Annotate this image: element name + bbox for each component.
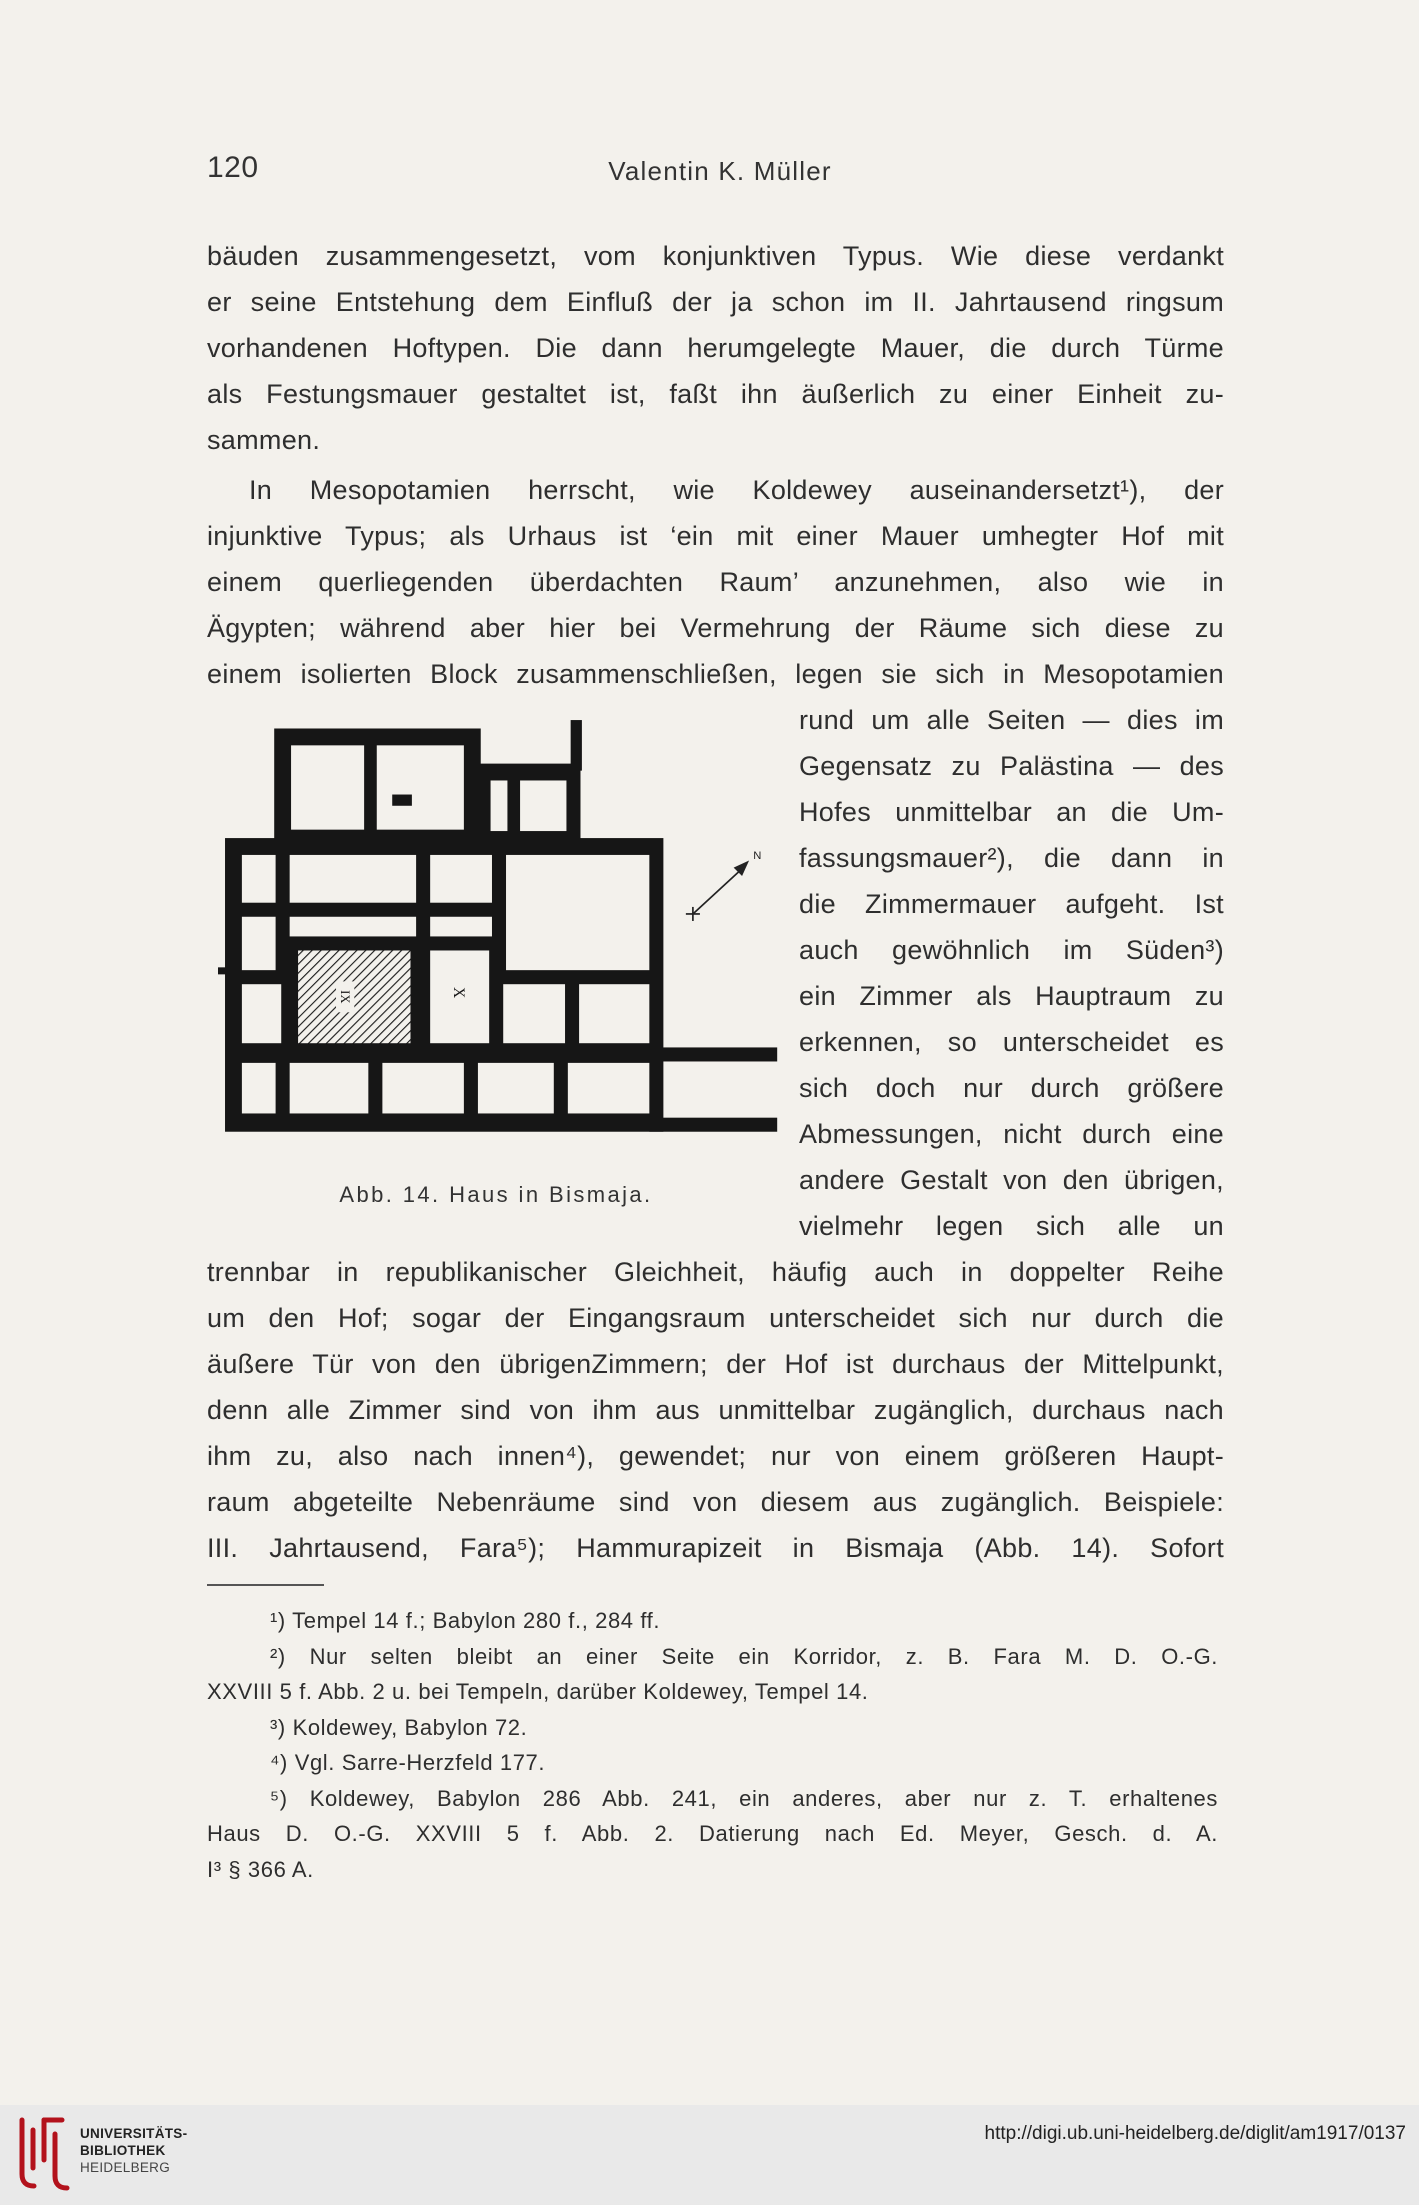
footnote-rule [207,1584,324,1586]
body-line: um den Hof; sogar der Eingangsraum unterscheidet sich nur durch die [207,1303,1224,1333]
body-line: ihm zu, also nach innen⁴), gewendet; nur von einem größeren Haupt- [207,1441,1224,1471]
body-line: III. Jahrtausend, Fara⁵); Hammurapizeit in Bismaja (Abb. 14). Sofort [207,1533,1224,1563]
room-x-label: X [450,987,468,999]
body-line: andere Gestalt von den übrigen, [799,1165,1224,1195]
body-line: ein Zimmer als Hauptraum zu [799,981,1224,1011]
body-line: injunktive Typus; als Urhaus ist ‘ein mit einer Mauer umhegter Hof mit [207,521,1224,551]
body-line: vorhandenen Hoftypen. Die dann herumgelegte Mauer, die durch Türme [207,333,1224,363]
footnote-line: I³ § 366 A. [207,1856,314,1882]
body-line: einem querliegenden überdachten Raum’ anzunehmen, also wie in [207,567,1224,597]
body-line: die Zimmermauer aufgeht. Ist [799,889,1224,919]
body-line: äußere Tür von den übrigenZimmern; der Hof ist durchaus der Mittelpunkt, [207,1349,1224,1379]
library-logo-icon [14,2114,74,2194]
floor-plan-figure [218,710,780,1146]
running-head: Valentin K. Müller [608,156,832,186]
body-line: In Mesopotamien herrscht, wie Koldewey auseinandersetzt¹), der [249,475,1224,505]
north-arrow [686,861,749,921]
body-line: trennbar in republikanischer Gleichheit, häufig auch in doppelter Reihe [207,1257,1224,1287]
library-name-line: BIBLIOTHEK [80,2143,166,2158]
body-line: einem isolierten Block zusammenschließen, legen sie sich in Mesopotamien [207,659,1224,689]
body-line: fassungsmauer²), die dann in [799,843,1224,873]
footnote-line: ²) Nur selten bleibt an einer Seite ein Korridor, z. B. Fara M. D. O.-G. [270,1643,1218,1669]
body-line: sich doch nur durch größere [799,1073,1224,1103]
figure-caption: Abb. 14. Haus in Bismaja. [339,1182,653,1207]
library-footer [0,2105,1419,2205]
body-line: Hofes unmittelbar an die Um- [799,797,1224,827]
body-line: raum abgeteilte Nebenräume sind von diesem aus zugänglich. Beispiele: [207,1487,1224,1517]
body-line: denn alle Zimmer sind von ihm aus unmittelbar zugänglich, durchaus nach [207,1395,1224,1425]
body-line: er seine Entstehung dem Einfluß der ja schon im II. Jahrtausend ringsum [207,287,1224,317]
library-name-line: UNIVERSITÄTS- [80,2126,188,2141]
body-line: bäuden zusammengesetzt, vom konjunktiven Typus. Wie diese verdankt [207,241,1224,271]
doorway-mark [392,795,412,806]
body-line: als Festungsmauer gestaltet ist, faßt ihn äußerlich zu einer Einheit zu- [207,379,1224,409]
footnote-line: Haus D. O.-G. XXVIII 5 f. Abb. 2. Datierung nach Ed. Meyer, Gesch. d. A. [207,1821,1218,1846]
body-line: Ägypten; während aber hier bei Vermehrung der Räume sich diese zu [207,613,1224,643]
body-line: Abmessungen, nicht durch eine [799,1119,1224,1149]
footnote-line: ⁵) Koldewey, Babylon 286 Abb. 241, ein anderes, aber nur z. T. erhaltenes [270,1785,1218,1811]
footnote-line: XXVIII 5 f. Abb. 2 u. bei Tempeln, darüber Koldewey, Tempel 14. [207,1679,869,1704]
footnote-line: ¹) Tempel 14 f.; Babylon 280 f., 284 ff. [270,1608,661,1633]
footnote-line: ³) Koldewey, Babylon 72. [270,1714,528,1740]
body-line: erkennen, so unterscheidet es [799,1027,1224,1057]
body-line: sammen. [207,425,321,455]
page-number: 120 [207,151,259,184]
body-line: auch gewöhnlich im Süden³) [799,935,1224,965]
north-label: N [753,850,762,863]
body-line: vielmehr legen sich alle un [799,1211,1224,1241]
footnotes [207,1603,1218,1887]
library-name-line: HEIDELBERG [80,2160,171,2175]
room-ix-label: IX [337,990,352,1004]
footnote-line: ⁴) Vgl. Sarre-Herzfeld 177. [270,1750,546,1775]
body-line: rund um alle Seiten — dies im [799,705,1224,735]
library-name [80,2125,187,2176]
source-url: http://digi.ub.uni-heidelberg.de/diglit/am1917/0137 [984,2123,1406,2144]
body-line: Gegensatz zu Palästina — des [799,751,1224,781]
